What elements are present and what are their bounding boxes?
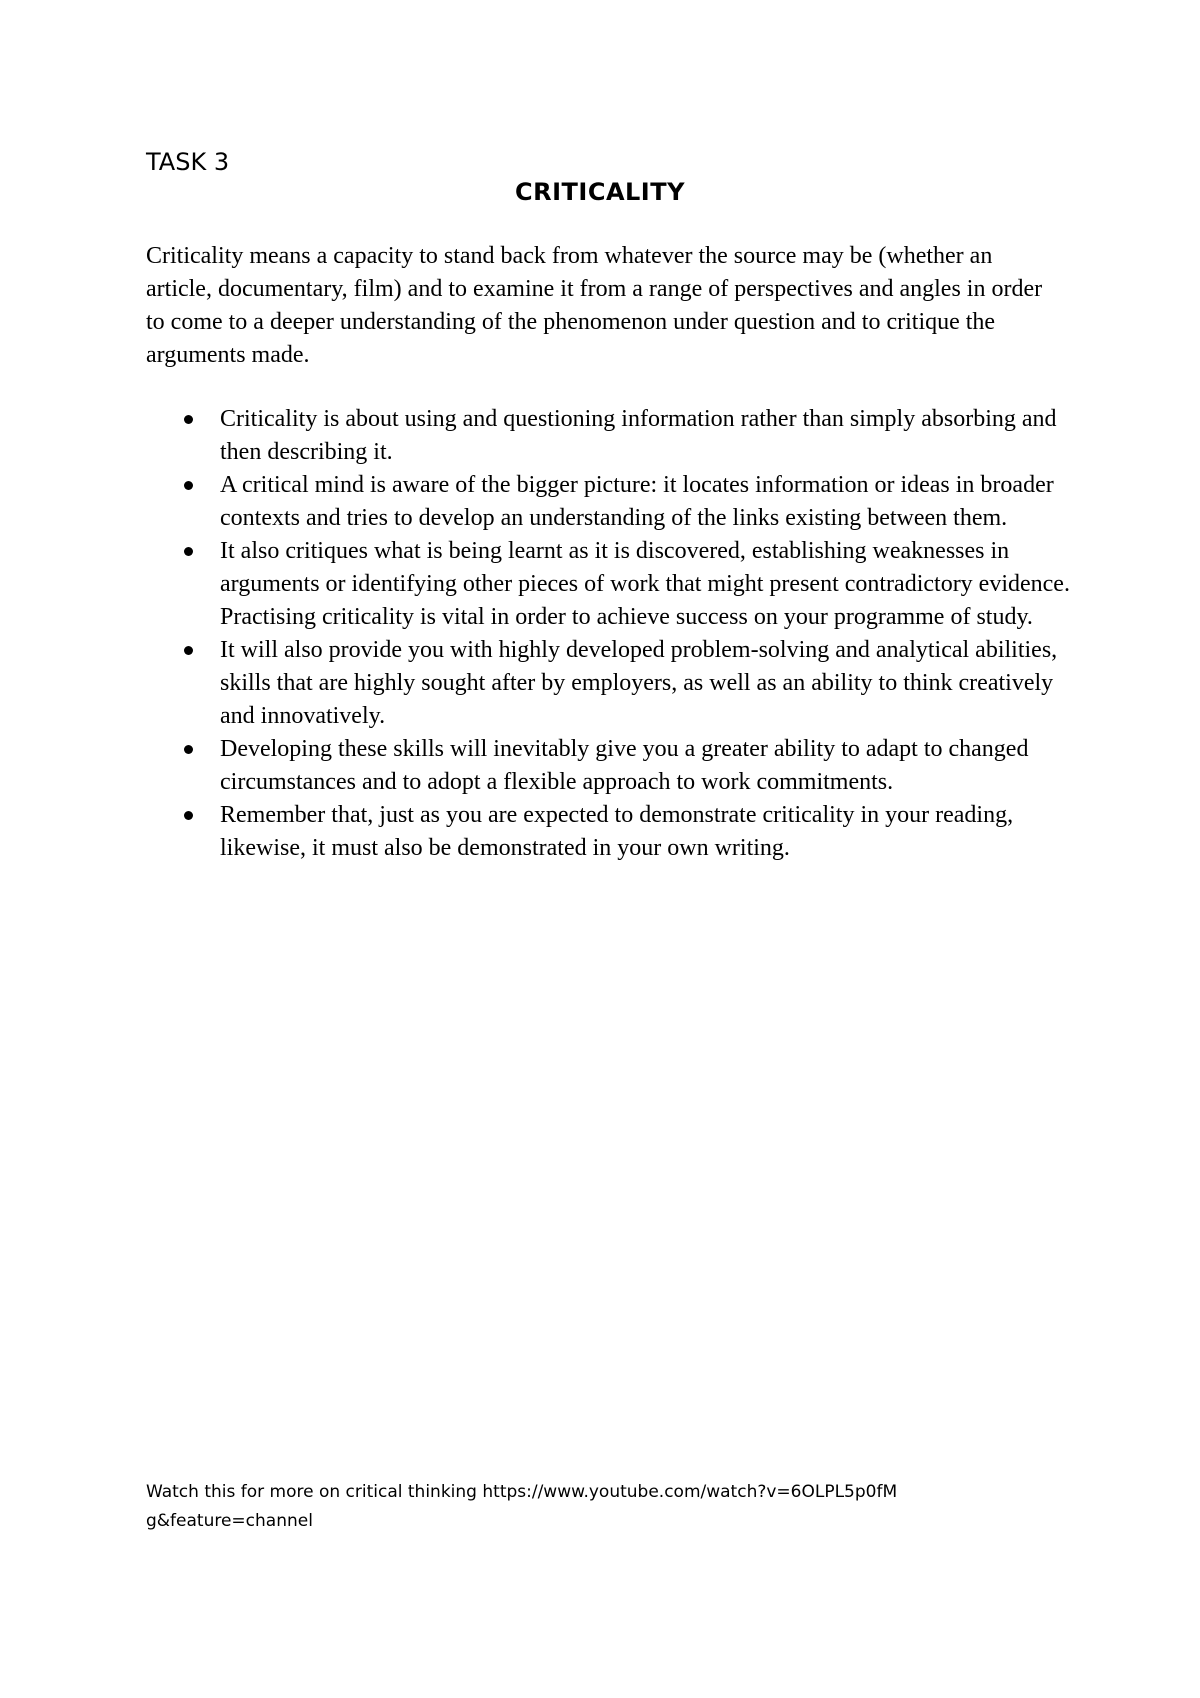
list-item [146, 469, 1086, 535]
continuation-item [146, 601, 1086, 634]
bullet-text: A critical mind is aware of the bigger picture: it locates information or ideas in broader contexts and tries to develop an understanding of the links existing between them. [220, 472, 1054, 531]
youtube-link[interactable]: https://www.youtube.com/watch?v=6OLPL5p0fMg&feature=channel [146, 1482, 898, 1531]
bullet-text: Criticality is about using and questioning information rather than simply absorbing and then describing it. [220, 406, 1057, 465]
page-title: CRITICALITY [515, 178, 685, 206]
bullet-text: It will also provide you with highly developed problem-solving and analytical abilities, skills that are highly sought after by employers, as well as an ability to think creatively and innovatively. [220, 637, 1058, 729]
list-item [146, 733, 1086, 799]
list-item [146, 634, 1086, 733]
list-item [146, 799, 1086, 865]
bullet-icon [184, 415, 193, 424]
continuation-paragraph: Practising criticality is vital in order to achieve success on your programme of study. [220, 604, 1033, 630]
bullet-icon [184, 811, 193, 820]
footer-text: Watch this for more on critical thinking [146, 1482, 483, 1502]
footer-note [146, 1478, 906, 1536]
list-item [146, 535, 1086, 601]
bullet-text: Developing these skills will inevitably give you a greater ability to adapt to changed circumstances and to adopt a flexible approach to work commitments. [220, 736, 1029, 795]
list-item [146, 403, 1086, 469]
task-label: TASK 3 [146, 148, 230, 176]
bullet-icon [184, 481, 193, 490]
bullet-icon [184, 646, 193, 655]
intro-paragraph: Criticality means a capacity to stand back from whatever the source may be (whether an article, documentary, film) and to examine it from a range of perspectives and angles in order to come to a deeper understanding of the phenomenon under question and to critique the arguments made. [146, 243, 1043, 368]
bullet-icon [184, 547, 193, 556]
bullet-text: Remember that, just as you are expected to demonstrate criticality in your reading, likewise, it must also be demonstrated in your own writing. [220, 802, 1014, 861]
bullet-text: It also critiques what is being learnt as it is discovered, establishing weaknesses in arguments or identifying other pieces of work that might present contradictory evidence. [220, 538, 1070, 597]
bullet-list [146, 403, 1086, 865]
bullet-icon [184, 745, 193, 754]
